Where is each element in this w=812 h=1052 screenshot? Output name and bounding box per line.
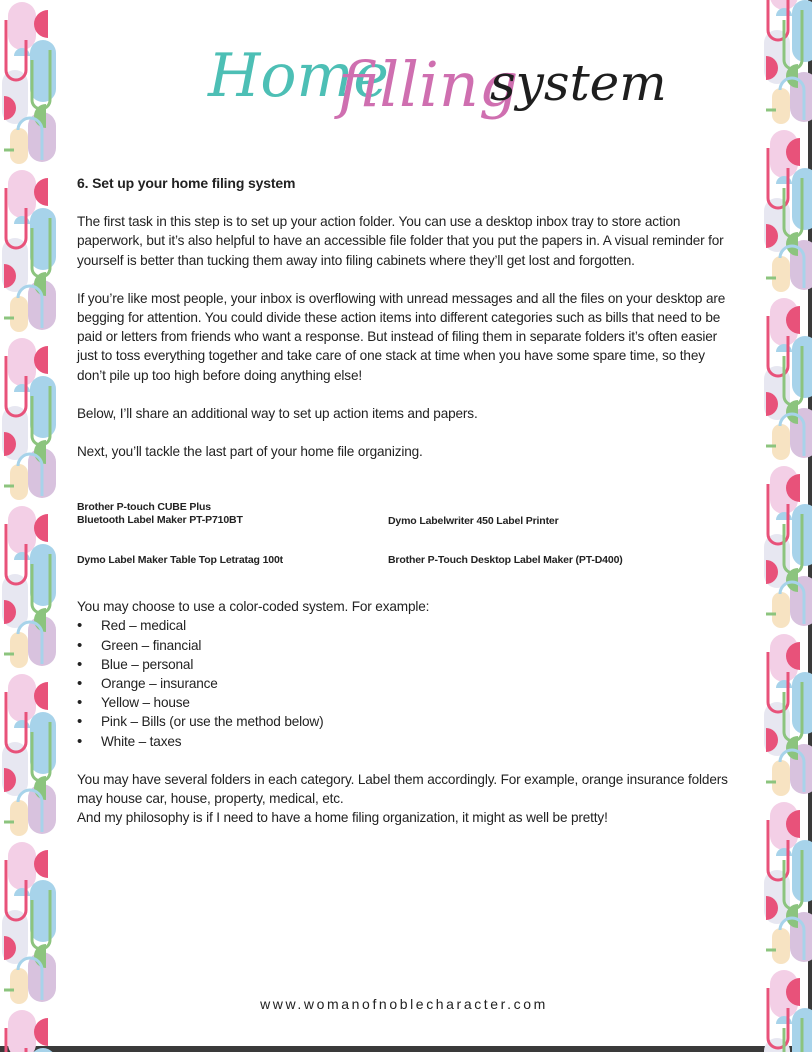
paragraph: If you’re like most people, your inbox is overflowing with unread messages and all the files on your desktop are begging for attention. You could divide these action items into different categories such as bills that need to be paid or letters from friends who want a response. But instead of filing them in separate folders it’s often easier just to toss everything together and take care of one stack at time when you have some spare time, so they don’t pile up too high before doing anything else! <box>77 290 726 383</box>
border-shape <box>764 0 812 124</box>
list-item: • Pink – Bills (or use the method below) <box>101 712 737 731</box>
list-item: • Orange – insurance <box>101 674 737 693</box>
right-border-pattern <box>762 0 808 1046</box>
border-shape <box>772 928 790 964</box>
border-shape <box>2 338 56 500</box>
border-shape <box>776 1016 792 1024</box>
border-shape <box>8 170 36 218</box>
product-link[interactable]: Dymo Labelwriter 450 Label Printer <box>388 515 559 528</box>
border-shape <box>8 2 36 50</box>
border-shape <box>2 506 56 668</box>
paragraph: And my philosophy is if I need to have a home filing organization, it might as well be pretty! <box>77 810 608 826</box>
border-shape <box>34 178 48 206</box>
title-word-home: Home <box>208 41 389 111</box>
border-shape <box>772 424 790 460</box>
list-item: • Red – medical <box>101 616 737 635</box>
product-link[interactable]: Brother P-touch CUBE Plus Bluetooth Label Maker PT-P710BT <box>77 501 243 527</box>
left-decorative-border <box>0 0 56 1046</box>
border-shape <box>34 10 48 38</box>
product-link[interactable]: Dymo Label Maker Table Top Letratag 100t <box>77 554 283 567</box>
border-shape <box>14 384 30 392</box>
border-shape <box>772 88 790 124</box>
border-shape <box>30 712 56 774</box>
border-shape <box>776 680 792 688</box>
border-shape <box>14 720 30 728</box>
border-shape <box>764 802 812 964</box>
article-body <box>77 174 737 827</box>
border-shape <box>10 128 28 164</box>
section-heading: 6. Set up your home filing system <box>77 175 296 191</box>
border-shape <box>776 512 792 520</box>
border-shape <box>8 674 36 722</box>
border-shape <box>764 466 812 628</box>
border-shape <box>772 592 790 628</box>
list-intro: You may choose to use a color-coded system. For example: <box>77 599 430 615</box>
title-word-system: system <box>490 54 667 112</box>
border-shape <box>30 544 56 606</box>
border-shape <box>14 888 30 896</box>
left-border-pattern <box>0 0 56 1046</box>
border-shape <box>776 848 792 856</box>
border-shape <box>764 634 812 796</box>
color-code-list <box>77 616 737 750</box>
border-shape <box>14 216 30 224</box>
border-shape <box>2 1010 56 1052</box>
page-title <box>200 18 667 138</box>
border-shape <box>8 338 36 386</box>
border-shape <box>30 208 56 270</box>
border-shape <box>30 40 56 102</box>
product-link[interactable]: Brother P-Touch Desktop Label Maker (PT-D400) <box>388 554 623 567</box>
border-shape <box>10 296 28 332</box>
border-shape <box>776 8 792 16</box>
border-shape <box>8 1010 36 1052</box>
paragraph: The first task in this step is to set up your action folder. You can use a desktop inbox tray to store action paperwork, but it’s also helpful to have an accessible file folder that you put the papers in. A visual reminder for yourself is better than tucking them away into filing cabinets where they’ll get lost and forgotten. <box>77 214 724 268</box>
border-shape <box>14 48 30 56</box>
border-shape <box>772 256 790 292</box>
paragraph: Next, you’ll tackle the last part of your home file organizing. <box>77 444 423 460</box>
border-shape <box>2 2 56 164</box>
list-item: • Blue – personal <box>101 655 737 674</box>
right-decorative-border <box>762 0 808 1046</box>
list-item: • Green – financial <box>101 636 737 655</box>
border-shape <box>34 346 48 374</box>
border-shape <box>30 880 56 942</box>
border-shape <box>2 674 56 836</box>
border-shape <box>764 130 812 292</box>
footer-website: www.womanofnoblecharacter.com <box>260 996 548 1012</box>
border-shape <box>776 176 792 184</box>
border-shape <box>14 552 30 560</box>
border-shape <box>2 170 56 332</box>
product-links <box>77 501 737 597</box>
border-shape <box>8 506 36 554</box>
border-shape <box>10 800 28 836</box>
paragraph: You may have several folders in each category. Label them accordingly. For example, orange insurance folders may house car, house, property, medical, etc. <box>77 771 728 807</box>
border-shape <box>34 1018 48 1046</box>
border-shape <box>2 842 56 1004</box>
border-shape <box>34 682 48 710</box>
border-shape <box>764 298 812 460</box>
border-shape <box>30 376 56 438</box>
border-shape <box>772 760 790 796</box>
border-shape <box>8 842 36 890</box>
title-word-filling: filling <box>338 48 519 121</box>
border-shape <box>776 344 792 352</box>
border-shape <box>34 850 48 878</box>
list-item: • White – taxes <box>101 732 737 751</box>
border-shape <box>10 632 28 668</box>
border-shape <box>34 514 48 542</box>
paragraph: Below, I’ll share an additional way to set up action items and papers. <box>77 405 478 421</box>
list-item: • Yellow – house <box>101 693 737 712</box>
border-shape <box>10 464 28 500</box>
